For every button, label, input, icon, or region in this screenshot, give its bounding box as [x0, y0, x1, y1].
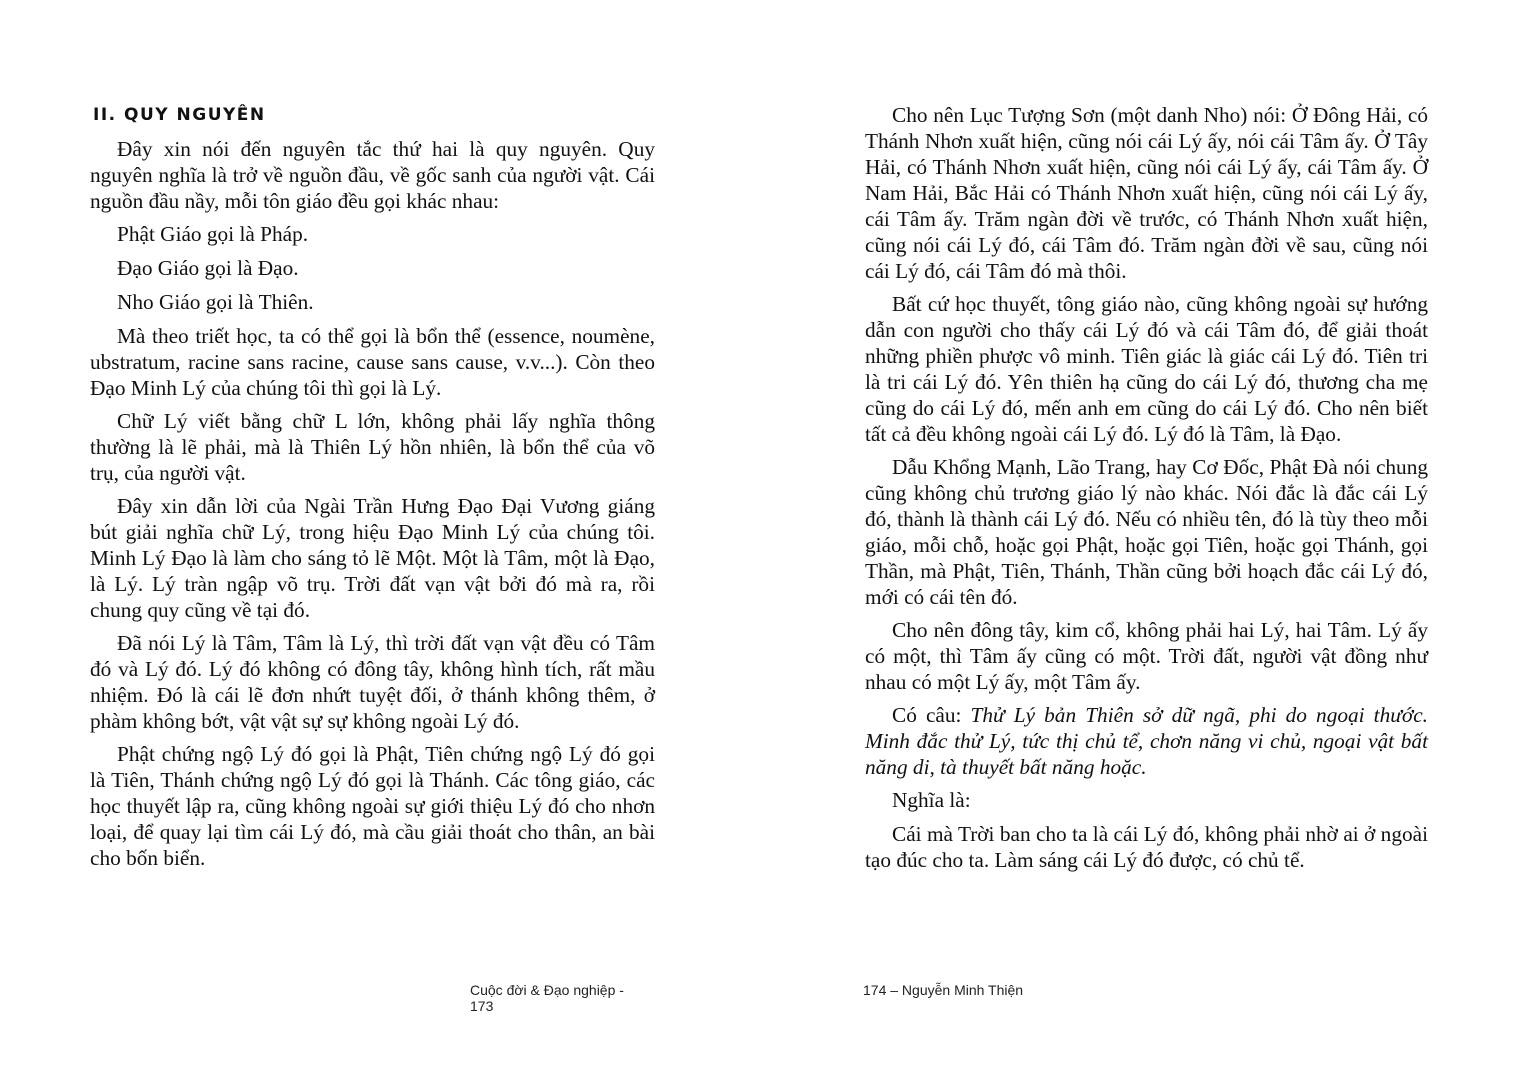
paragraph: Đã nói Lý là Tâm, Tâm là Lý, thì trời đất vạn vật đều có Tâm đó và Lý đó. Lý đó không có đông tây, không hình tích, rất mầu nhiệm. Đó là cái lẽ đơn nhứt tuyệt đối, ở thánh không thêm, ở phàm không bớt, vật vật sự sự không ngoài Lý đó. — [90, 631, 655, 733]
quote-prefix: Có câu: — [892, 703, 971, 727]
paragraph: Phật Giáo gọi là Pháp. — [117, 222, 309, 246]
right-page-body — [865, 102, 1428, 880]
paragraph: Cái mà Trời ban cho ta là cái Lý đó, không phải nhờ ai ở ngoài tạo đúc cho ta. Làm sáng cái Lý đó được, có chủ tể. — [865, 822, 1428, 872]
left-page-body — [90, 136, 655, 878]
paragraph: Cho nên đông tây, kim cổ, không phải hai Lý, hai Tâm. Lý ấy có một, thì Tâm ấy cũng có một. Trời đất, người vật đồng như nhau có một Lý ấy, một Tâm ấy. — [865, 618, 1428, 694]
page-number: 173 — [470, 998, 494, 1014]
quote-paragraph — [865, 702, 1428, 780]
paragraph: Nghĩa là: — [892, 788, 971, 812]
paragraph: Mà theo triết học, ta có thể gọi là bổn thể (essence, noumène, ubstratum, racine sans racine, cause sans cause, v.v...). Còn theo Đạo Minh Lý của chúng tôi thì gọi là Lý. — [90, 324, 655, 400]
paragraph: Cho nên Lục Tượng Sơn (một danh Nho) nói: Ở Đông Hải, có Thánh Nhơn xuất hiện, cũng nói cái Lý ấy, nói cái Tâm ấy. Ở Tây Hải, có Thánh Nhơn xuất hiện, cũng nói cái Lý ấy, cái Tâm ấy. Ở Nam Hải, Bắc Hải có Thánh Nhơn xuất hiện, cũng nói cái Lý ấy, cái Tâm ấy. Trăm ngàn đời về trước, có Thánh Nhơn xuất hiện, cũng nói cái Lý đó, cái Tâm đó. Trăm ngàn đời về sau, cũng nói cái Lý đó, cái Tâm đó mà thôi. — [865, 103, 1428, 283]
paragraph: Đây xin dẫn lời của Ngài Trần Hưng Đạo Đại Vương giáng bút giải nghĩa chữ Lý, trong hiệu Đạo Minh Lý của chúng tôi. Minh Lý Đạo là làm cho sáng tỏ lẽ Một. Một là Tâm, một là Đạo, là Lý. Lý tràn ngập võ trụ. Trời đất vạn vật bởi đó mà ra, rồi chung quy cũng về tại đó. — [90, 494, 655, 622]
page-number: 174 — [863, 982, 887, 998]
paragraph: Đạo Giáo gọi là Đạo. — [117, 256, 299, 280]
paragraph: Dẫu Khổng Mạnh, Lão Trang, hay Cơ Đốc, Phật Đà nói chung cũng không chủ trương giáo lý nào khác. Nói đắc là đắc cái Lý đó, thành là thành cái Lý đó. Nếu có nhiều tên, đó là tùy theo mỗi giáo, mỗi chỗ, hoặc gọi Phật, hoặc gọi Tiên, hoặc gọi Thánh, gọi Thần, mà Phật, Tiên, Thánh, Thần cũng bởi hoạch đắc cái Lý đó, mới có cái tên đó. — [865, 455, 1428, 609]
page-footer — [863, 982, 1023, 998]
footer-author: – Nguyễn Minh Thiện — [890, 982, 1024, 998]
page-footer — [470, 982, 655, 1014]
paragraph: Đây xin nói đến nguyên tắc thứ hai là quy nguyên. Quy nguyên nghĩa là trở về nguồn đầu, về gốc sanh của người vật. Cái nguồn đầu nầy, mỗi tôn giáo đều gọi khác nhau: — [90, 137, 655, 213]
right-page — [865, 0, 1428, 1075]
paragraph: Nho Giáo gọi là Thiên. — [117, 290, 314, 314]
left-page — [90, 0, 655, 1075]
quote-text: Thử Lý bản Thiên sở dữ ngã, phi do ngoại thước. Minh đắc thử Lý, tức thị chủ tể, chơn năng vi chủ, ngoại vật bất năng di, tà thuyết bất năng hoặc. — [865, 703, 1428, 779]
footer-book-title: Cuộc đời & Đạo nghiệp - — [470, 982, 624, 998]
section-title: II. QUY NGUYÊN — [93, 105, 266, 125]
paragraph: Phật chứng ngộ Lý đó gọi là Phật, Tiên chứng ngộ Lý đó gọi là Tiên, Thánh chứng ngộ Lý đó gọi là Thánh. Các tông giáo, các học thuyết lập ra, cũng không ngoài sự giới thiệu Lý đó cho nhơn loại, để quay lại tìm cái Lý đó, mà cầu giải thoát cho thân, an bài cho bốn biển. — [90, 742, 655, 870]
paragraph: Bất cứ học thuyết, tông giáo nào, cũng không ngoài sự hướng dẫn con người cho thấy cái Lý đó và cái Tâm đó, để giải thoát những phiền phược vô minh. Tiên giác là giác cái Lý đó. Tiên tri là tri cái Lý đó. Yên thiên hạ cũng do cái Lý đó, thương cha mẹ cũng do cái Lý đó, mến anh em cũng do cái Lý đó. Cho nên biết tất cả đều không ngoài cái Lý đó. Lý đó là Tâm, là Đạo. — [865, 292, 1428, 446]
paragraph: Chữ Lý viết bằng chữ L lớn, không phải lấy nghĩa thông thường là lẽ phải, mà là Thiên Lý hồn nhiên, là bổn thể của võ trụ, của người vật. — [90, 409, 655, 485]
